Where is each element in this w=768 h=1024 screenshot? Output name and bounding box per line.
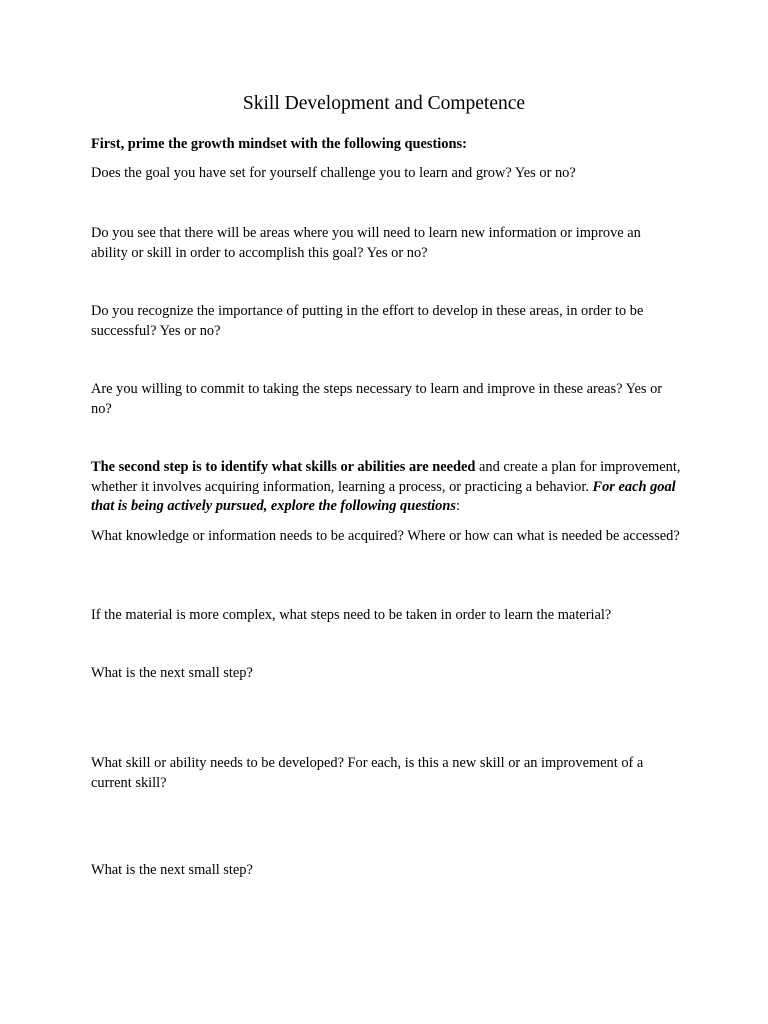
second-step-trailing: : — [455, 498, 460, 514]
mindset-question-4: Are you willing to commit to taking the steps necessary to learn and improve in these areas? Yes or no? — [91, 381, 663, 417]
intro-heading: First, prime the growth mindset with the following questions: — [91, 136, 467, 152]
plan-question-next-step-2: What is the next small step? — [91, 862, 253, 878]
mindset-question-2: Do you see that there will be areas where you will need to learn new information or improve an ability or skill in order to accomplish this goal? Yes or no? — [91, 225, 641, 261]
second-step-bold-lead: The second step is to identify what skills or abilities are needed — [91, 459, 476, 475]
second-step-emphasis: For each goal that is being actively pursued, explore the following questions — [91, 478, 676, 514]
plan-question-skill: What skill or ability needs to be developed? For each, is this a new skill or an improvement of a current skill? — [91, 755, 644, 791]
mindset-question-1: Does the goal you have set for yourself challenge you to learn and grow? Yes or no? — [91, 165, 576, 181]
plan-question-next-step-1: What is the next small step? — [91, 665, 253, 681]
plan-question-knowledge: What knowledge or information needs to be acquired? Where or how can what is needed be accessed? — [91, 528, 680, 544]
mindset-question-3: Do you recognize the importance of putting in the effort to develop in these areas, in order to be successful? Yes or no? — [91, 303, 644, 339]
plan-question-complex-material: If the material is more complex, what steps need to be taken in order to learn the material? — [91, 607, 612, 623]
second-step-paragraph — [91, 458, 681, 517]
second-step-plain-text: and create a plan for improvement, whether it involves acquiring information, learning a process, or practicing a behavior. — [91, 459, 681, 495]
page-title: Skill Development and Competence — [242, 93, 526, 114]
